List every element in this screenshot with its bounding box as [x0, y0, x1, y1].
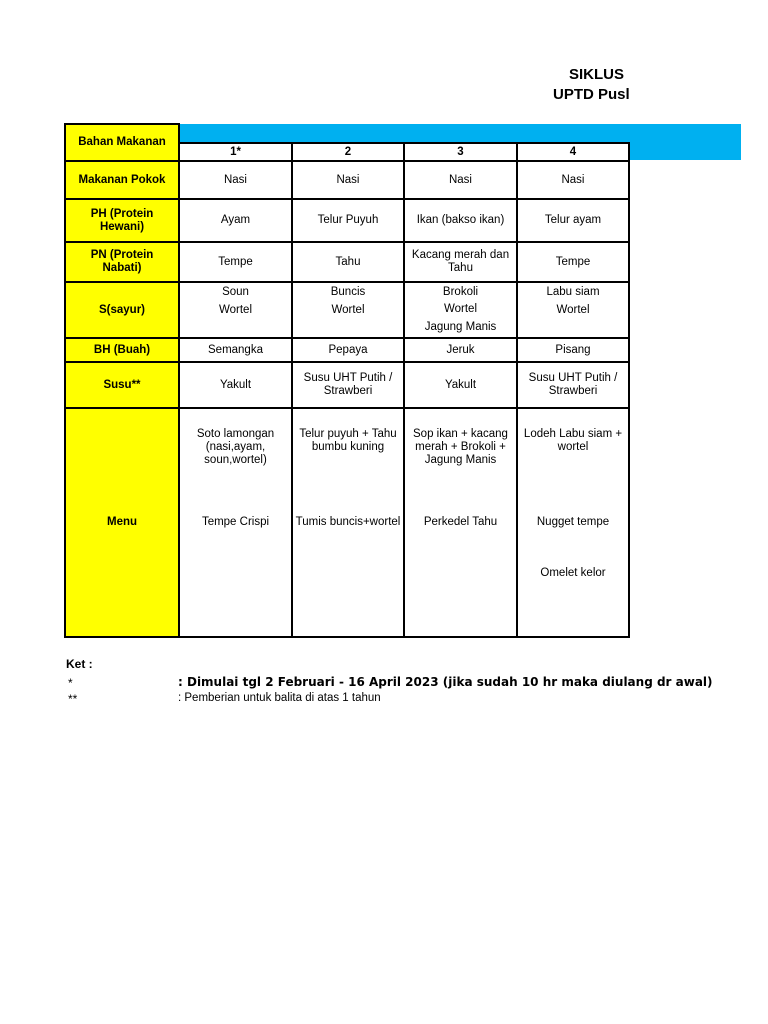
- cell-line: Wortel: [556, 304, 590, 316]
- day-header-2: 2: [291, 142, 405, 162]
- cell-line: Soun: [222, 286, 249, 298]
- table-cell: Telur Puyuh: [291, 198, 405, 243]
- page-subtitle: UPTD Pusl: [553, 86, 630, 103]
- menu-side-dish: Tempe Crispi: [201, 516, 270, 528]
- header-corner-cell: Bahan Makanan: [64, 123, 180, 162]
- day-header-4: 4: [516, 142, 630, 162]
- table-cell: [403, 407, 518, 638]
- table-cell: Tahu: [291, 241, 405, 283]
- table-cell: Ayam: [178, 198, 293, 243]
- page-title: SIKLUS: [569, 66, 625, 83]
- table-cell: [291, 281, 405, 339]
- table-cell: [516, 281, 630, 339]
- day-header-1: 1*: [178, 142, 293, 162]
- cell-line: Buncis: [330, 286, 366, 298]
- note-mark-1: *: [68, 676, 73, 690]
- menu-main-dish: Telur puyuh + Tahu bumbu kuning: [299, 428, 397, 453]
- cell-line: Jagung Manis: [424, 320, 497, 333]
- row-label-susu: Susu**: [64, 361, 180, 409]
- menu-side-dish: Tumis buncis+wortel: [295, 516, 401, 528]
- table-cell: Nasi: [403, 160, 518, 200]
- row-label-makanan-pokok: Makanan Pokok: [64, 160, 180, 200]
- cell-line: Labu siam: [546, 286, 600, 298]
- menu-side-dish: Nugget tempe: [536, 516, 610, 528]
- row-label-sayur: S(sayur): [64, 281, 180, 339]
- table-cell: Pisang: [516, 337, 630, 363]
- table-cell: [403, 281, 518, 339]
- menu-main-dish: Soto lamongan (nasi,ayam, soun,wortel): [196, 428, 275, 466]
- table-cell: [516, 407, 630, 638]
- notes-heading: Ket :: [66, 657, 93, 671]
- table-cell: Kacang merah dan Tahu: [403, 241, 518, 283]
- cell-line: Wortel: [443, 303, 478, 316]
- table-cell: Nasi: [178, 160, 293, 200]
- row-label-protein-hewani: PH (Protein Hewani): [64, 198, 180, 243]
- table-cell: Telur ayam: [516, 198, 630, 243]
- cell-line: Brokoli: [442, 286, 479, 298]
- row-label-menu: Menu: [64, 407, 180, 638]
- menu-main-dish: Lodeh Labu siam + wortel: [523, 428, 623, 453]
- note-text-2: : Pemberian untuk balita di atas 1 tahun: [178, 692, 381, 704]
- row-label-buah: BH (Buah): [64, 337, 180, 363]
- table-cell: [178, 281, 293, 339]
- table-cell: Ikan (bakso ikan): [403, 198, 518, 243]
- table-cell: Jeruk: [403, 337, 518, 363]
- table-cell: Nasi: [516, 160, 630, 200]
- table-cell: Tempe: [516, 241, 630, 283]
- cell-line: Wortel: [218, 304, 253, 316]
- table-cell: [178, 407, 293, 638]
- note-mark-2: **: [68, 692, 78, 706]
- table-cell: Yakult: [403, 361, 518, 409]
- table-cell: Pepaya: [291, 337, 405, 363]
- menu-main-dish: Sop ikan + kacang merah + Brokoli + Jagung Manis: [413, 428, 508, 466]
- note-text-1: : Dimulai tgl 2 Februari - 16 April 2023 (jika sudah 10 hr maka diulang dr awal): [178, 675, 713, 689]
- cell-line: Wortel: [331, 304, 365, 316]
- table-cell: Nasi: [291, 160, 405, 200]
- table-cell: Susu UHT Putih / Strawberi: [516, 361, 630, 409]
- table-cell: Susu UHT Putih / Strawberi: [291, 361, 405, 409]
- table-cell: [291, 407, 405, 638]
- table-cell: Yakult: [178, 361, 293, 409]
- table-cell: Semangka: [178, 337, 293, 363]
- menu-side-dish: Perkedel Tahu: [423, 516, 498, 528]
- table-cell: Tempe: [178, 241, 293, 283]
- day-header-3: 3: [403, 142, 518, 162]
- menu-extra-dish: Omelet kelor: [540, 567, 606, 579]
- row-label-protein-nabati: PN (Protein Nabati): [64, 241, 180, 283]
